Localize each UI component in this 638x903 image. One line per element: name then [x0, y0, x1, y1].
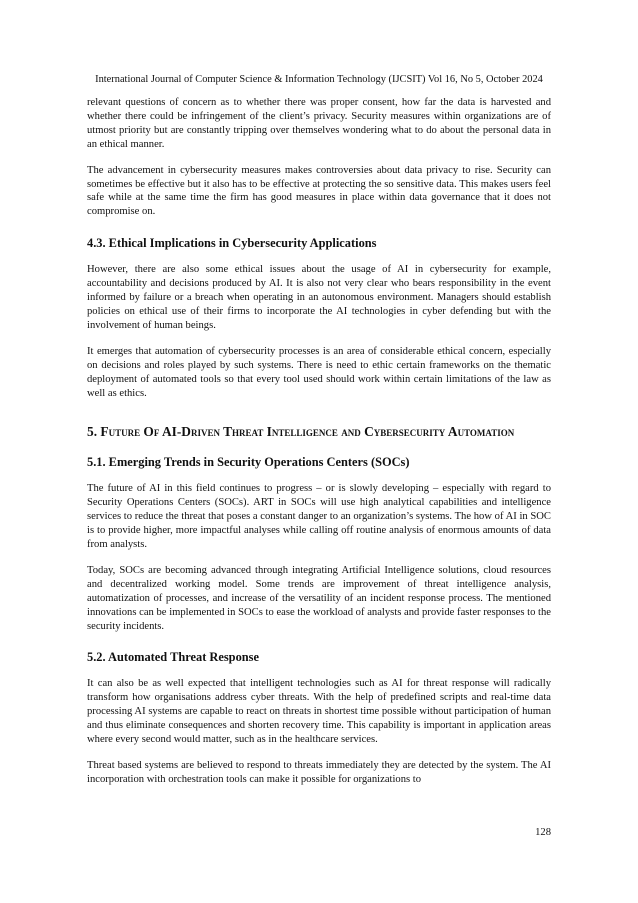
paragraph-automation-ethics: It emerges that automation of cybersecurity processes is an area of considerable ethical concern, especially on decisions and roles played by such systems. There is need to ethic certain frameworks on the thematic deployment of automated tools so that every tool used should work within certain limitations of the law as well as ethics.: [87, 345, 551, 399]
paragraph-automated-response: It can also be as well expected that intelligent technologies such as AI for threat response will radically transform how organisations address cyber threats. With the help of predefined scripts and real-time data processing AI systems are capable to react on threats in shortest time possible without participation of human and thus eliminate consequences and shorten recovery time. This capability is important in application areas where every second would matter, such as in the healthcare services.: [87, 678, 551, 746]
running-header: International Journal of Computer Science & Information Technology (IJCSIT) Vol 16, No 5, October 2024: [95, 74, 543, 85]
page-number: 128: [535, 827, 551, 838]
paragraph-soc-future: The future of AI in this field continues to progress – or is slowly developing – especially with regard to Security Operations Centers (SOCs). ART in SOCs will use high analytical capabilities and intelligence services to reduce the threat that poses a constant danger to an organization’s systems. The how of AI in SOC is to provide higher, more impactful analyses while calling off routine analysis of enormous amounts of data from analysts.: [87, 483, 551, 551]
paragraph-privacy-concerns: relevant questions of concern as to whether there was proper consent, how far the data is harvested and whether there could be infringement of the client’s privacy. Security measures within organizations are of utmost priority but are constantly tripping over themselves wondering what to do about the personal data in an ethical manner.: [87, 97, 551, 150]
paragraph-privacy-controversies: The advancement in cybersecurity measures makes controversies about data privacy to rise. Security can sometimes be effective but it also has to be effective at protecting the so sensitive data. This makes users feel safe while at the same time the firm has good measures in place within data governance that it does not compromise on.: [87, 164, 551, 218]
heading-5-1: 5.1. Emerging Trends in Security Operations Centers (SOCs): [87, 455, 410, 470]
paragraph-threat-systems: Threat based systems are believed to respond to threats immediately they are detected by the system. The AI incorporation with orchestration tools can make it possible for organizations to: [87, 760, 551, 785]
page-body: [87, 96, 551, 799]
heading-section-5: 5. Future Of AI-Driven Threat Intelligence and Cybersecurity Automation: [87, 424, 515, 440]
journal-page: [87, 0, 551, 903]
paragraph-soc-trends: Today, SOCs are becoming advanced through integrating Artificial Intelligence solutions, cloud resources and decentralized working model. Some trends are improvement of threat intelligence analysis, automatization of processes, and increase of the versatility of an incident response process. The mentioned innovations can be implemented in SOCs to ease the workload of analysts and provide faster responses to the security incidents.: [87, 564, 551, 632]
heading-5-2: 5.2. Automated Threat Response: [87, 650, 259, 665]
paragraph-ethical-issues: However, there are also some ethical issues about the usage of AI in cybersecurity for example, accountability and decisions produced by AI. It is also not very clear who bears responsibility in the event informed by failure or a breach when operating in an autonomous environment. Managers should establish policies on ethical use of their firms to incorporate the AI technologies in cyber defending but with the involvement of human beings.: [87, 264, 551, 331]
heading-4-3: 4.3. Ethical Implications in Cybersecurity Applications: [87, 236, 377, 251]
